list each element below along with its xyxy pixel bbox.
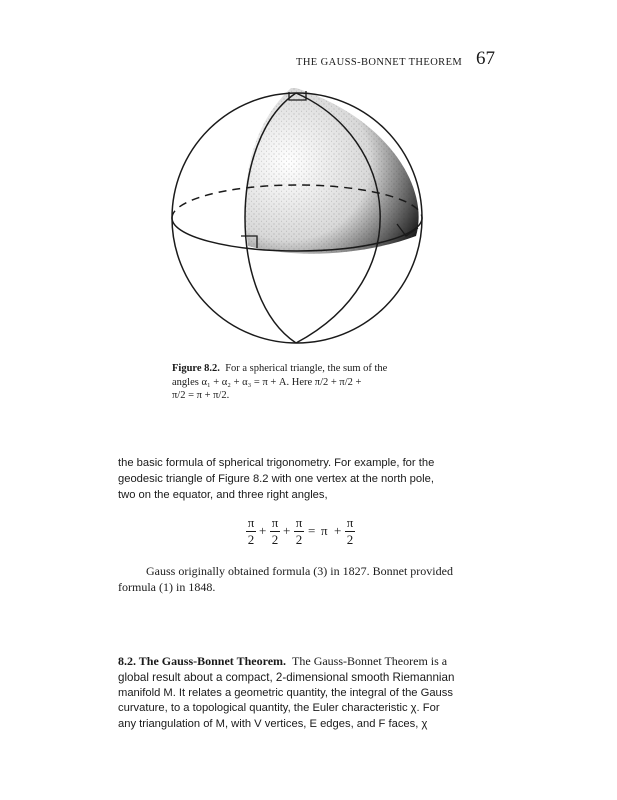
plus-3: + xyxy=(334,523,342,538)
caption-line-1: For a spherical triangle, the sum of the xyxy=(225,363,388,374)
paragraph-1-line-2: geodesic triangle of Figure 8.2 with one vertex at the north pole, xyxy=(118,472,434,485)
frac-2-num: π xyxy=(271,515,279,530)
paragraph-1-line-3: two on the equator, and three right angles, xyxy=(118,488,328,501)
triangle-stipple xyxy=(245,88,418,254)
caption-line-2: angles α₁ + α₂ + α₃ = π + A. Here π/2 + π/2 + xyxy=(172,376,362,388)
paragraph-2-line-1: Gauss originally obtained formula (3) in 1827. Bonnet provided xyxy=(146,564,453,578)
frac-2 xyxy=(270,516,280,547)
frac-3-den: 2 xyxy=(295,532,303,547)
rhs-pi: π xyxy=(321,523,328,538)
paragraph-2-line-2: formula (1) in 1848. xyxy=(118,579,216,594)
frac-1-den: 2 xyxy=(247,532,255,547)
sphere-figure xyxy=(168,78,458,363)
frac-4-num: π xyxy=(346,515,354,530)
paragraph-3-line-5: any triangulation of M, with V vertices, E edges, and F faces, χ xyxy=(118,718,428,731)
figure-caption xyxy=(172,362,434,403)
running-title: THE GAUSS-BONNET THEOREM xyxy=(296,57,463,68)
paragraph-2 xyxy=(118,564,500,596)
running-header xyxy=(296,48,496,76)
page-number: 67 xyxy=(476,48,495,69)
caption-line-3: π/2 = π + π/2. xyxy=(172,390,230,402)
frac-4 xyxy=(345,516,355,547)
paragraph-3-line-4: curvature, to a topological quantity, the Euler characteristic χ. For xyxy=(118,702,440,715)
paragraph-1-line-1: the basic formula of spherical trigonometry. For example, for the xyxy=(118,457,435,469)
paragraph-3-line-3: manifold M. It relates a geometric quantity, the integral of the Gauss xyxy=(118,686,453,699)
frac-4-den: 2 xyxy=(346,532,354,547)
frac-1 xyxy=(246,516,256,547)
frac-2-den: 2 xyxy=(271,532,279,547)
paragraph-1 xyxy=(118,456,500,503)
paragraph-3-line-1: The Gauss-Bonnet Theorem is a xyxy=(292,654,448,668)
frac-1-num: π xyxy=(247,515,255,530)
paragraph-3 xyxy=(118,654,500,733)
frac-3 xyxy=(294,516,304,547)
paragraph-3-line-2: global result about a compact, 2-dimensional smooth Riemannian xyxy=(118,670,455,684)
plus-2: + xyxy=(283,523,291,538)
plus-1: + xyxy=(259,523,267,538)
equation xyxy=(246,516,386,556)
frac-3-num: π xyxy=(295,515,303,530)
section-heading: 8.2. The Gauss-Bonnet Theorem. xyxy=(118,654,287,668)
caption-label: Figure 8.2. xyxy=(172,363,220,374)
equals: = xyxy=(308,523,316,538)
